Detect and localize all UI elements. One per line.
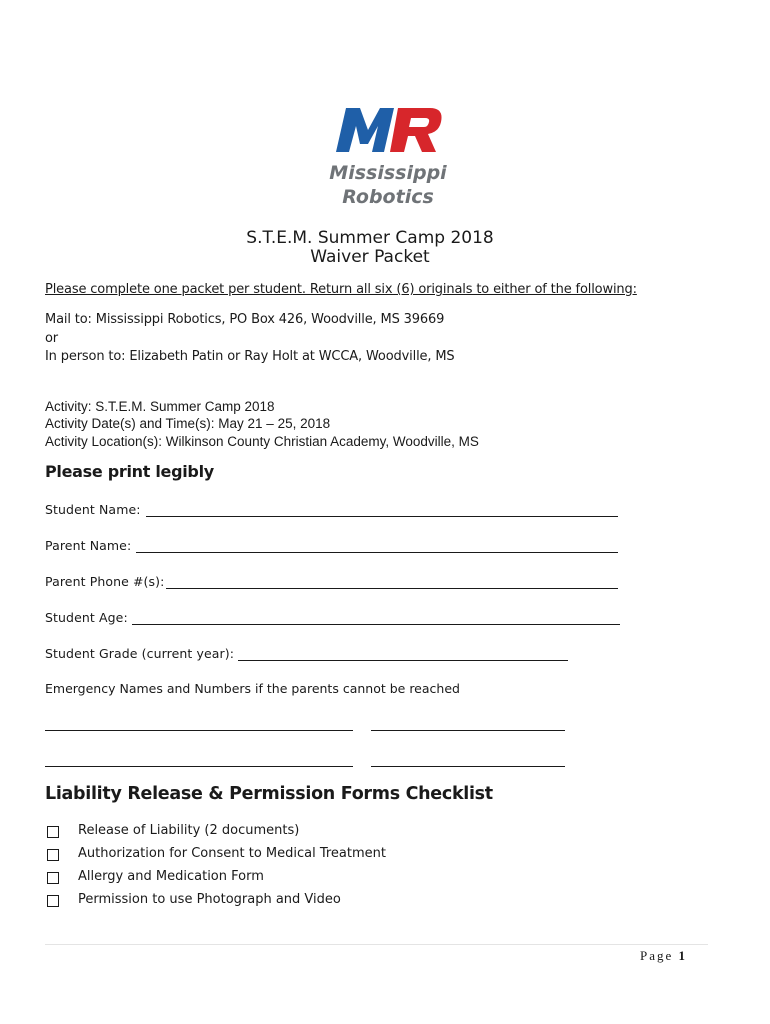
checkbox-medical-consent[interactable] bbox=[47, 849, 59, 861]
mississippi-robotics-logo bbox=[318, 100, 458, 210]
checkbox-release-of-liability[interactable] bbox=[47, 826, 59, 838]
checkbox-photo-video[interactable] bbox=[47, 895, 59, 907]
checklist-item-label: Authorization for Consent to Medical Treatment bbox=[78, 846, 386, 861]
page-number bbox=[640, 948, 685, 964]
parent-phone-label: Parent Phone #(s): bbox=[45, 574, 165, 589]
page-number-value: 1 bbox=[678, 948, 686, 963]
emergency-contacts-label: Emergency Names and Numbers if the parents cannot be reached bbox=[45, 681, 460, 696]
student-age-label: Student Age: bbox=[45, 610, 128, 625]
checkbox-allergy-medication[interactable] bbox=[47, 872, 59, 884]
student-name-field[interactable] bbox=[146, 516, 618, 517]
page-subtitle: Waiver Packet bbox=[310, 247, 430, 267]
parent-name-label: Parent Name: bbox=[45, 538, 132, 553]
mail-to-line: Mail to: Mississippi Robotics, PO Box 426, Woodville, MS 39669 bbox=[45, 312, 445, 327]
checklist-item-label: Permission to use Photograph and Video bbox=[78, 892, 341, 907]
parent-phone-field[interactable] bbox=[166, 588, 618, 589]
checklist-heading: Liability Release & Permission Forms Checklist bbox=[45, 784, 493, 804]
logo-text-mississippi: Mississippi bbox=[329, 162, 447, 184]
student-grade-field[interactable] bbox=[238, 660, 568, 661]
footer-divider bbox=[45, 944, 708, 945]
activity-name: Activity: S.T.E.M. Summer Camp 2018 bbox=[45, 399, 275, 414]
activity-dates: Activity Date(s) and Time(s): May 21 – 25, 2018 bbox=[45, 416, 331, 431]
emergency-number-field-1[interactable] bbox=[371, 730, 565, 731]
print-legibly-heading: Please print legibly bbox=[45, 462, 214, 481]
logo-text-robotics: Robotics bbox=[342, 186, 434, 208]
activity-location: Activity Location(s): Wilkinson County Christian Academy, Woodville, MS bbox=[45, 434, 479, 449]
page-title: S.T.E.M. Summer Camp 2018 bbox=[246, 228, 494, 248]
emergency-number-field-2[interactable] bbox=[371, 766, 565, 767]
page-label: Page bbox=[640, 948, 674, 963]
checklist-item-label: Release of Liability (2 documents) bbox=[78, 823, 300, 838]
student-name-label: Student Name: bbox=[45, 502, 141, 517]
emergency-name-field-2[interactable] bbox=[45, 766, 353, 767]
logo-m-shape bbox=[336, 108, 394, 152]
checklist-item-label: Allergy and Medication Form bbox=[78, 869, 264, 884]
logo-r-shape bbox=[390, 108, 442, 152]
parent-name-field[interactable] bbox=[136, 552, 618, 553]
instructions-text: Please complete one packet per student. Return all six (6) originals to either of the following: bbox=[45, 282, 637, 297]
or-line: or bbox=[45, 331, 58, 346]
emergency-name-field-1[interactable] bbox=[45, 730, 353, 731]
student-grade-label: Student Grade (current year): bbox=[45, 646, 235, 661]
student-age-field[interactable] bbox=[132, 624, 620, 625]
in-person-line: In person to: Elizabeth Patin or Ray Holt at WCCA, Woodville, MS bbox=[45, 349, 455, 364]
